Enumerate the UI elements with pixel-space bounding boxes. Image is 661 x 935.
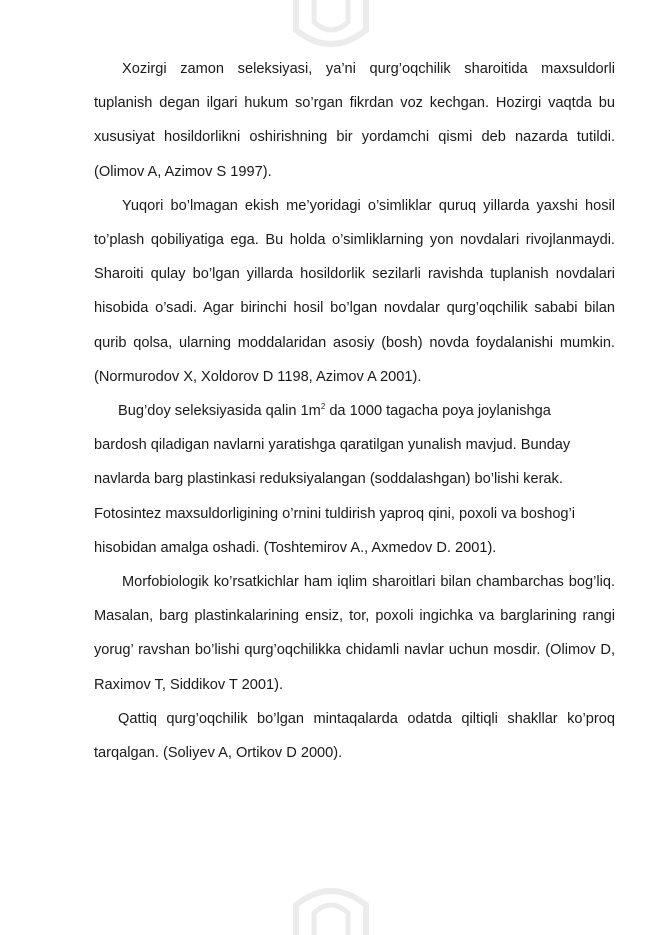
- paragraph-1: Xozirgi zamon seleksiyasi, ya’ni qurg’oqchilik sharoitida maxsuldorli tuplanish degan ilgari hukum so’rgan fikrdan voz kechgan. Hozirgi vaqtda bu xususiyat hosildorlikni oshirishning bir yordamchi qismi deb nazarda tutildi. (Olimov A, Azimov S 1997).: [94, 61, 615, 180]
- watermark-logo-icon: [276, 0, 386, 58]
- watermark-logo-icon: [276, 875, 386, 935]
- paragraph-2: Yuqori bo’lmagan ekish me’yoridagi o’simliklar quruq yillarda yaxshi hosil to’plash qobiliyatiga ega. Bu holda o’simliklarning yon novdalari rivojlanmaydi. Sharoiti qulay bo’lgan yillarda hosildorlik sezilarli ravishda tuplanish novdalari hisobida o’sadi. Agar birinchi hosil bo’lgan novdalar qurg’oqchilik sababi bilan qurib qolsa, ularning moddalaridan asosiy (bosh) novda foydalanishi mumkin. (Normurodov X, Xoldorov D 1198, Azimov A 2001).: [94, 197, 615, 385]
- superscript-2: 2: [320, 402, 326, 412]
- paragraph-4: Morfobiologik ko’rsatkichlar ham iqlim sharoitlari bilan chambarchas bog’liq. Masalan, barg plastinkalarining ensiz, tor, poxoli ingichka va barglarining rangi yorug’ ravshan bo’lishi qurg’oqchilikka chidamli navlar uchun mosdir. (Olimov D, Raximov T, Siddikov T 2001).: [94, 574, 615, 693]
- paragraph-3: [94, 394, 615, 565]
- watermark-top: [0, 0, 661, 58]
- paragraph-3-text-b: da 1000 tagacha poya joylanishga bardosh qiladigan navlarni yaratishga qaratilgan yunalish mavjud. Bunday navlarda barg plastinkasi reduksiyalangan (soddalashgan) bo’lishi kerak. Fotosintez maxsuldorligining o’rnini tuldirish yaproq qini, poxoli va boshog’i hisobidan amalga oshadi. (Toshtemirov A., Axmedov D. 2001).: [94, 403, 576, 556]
- paragraph-5: Qattiq qurg’oqchilik bo’lgan mintaqalarda odatda qiltiqli shakllar ko’proq tarqalgan. (Soliyev A, Ortikov D 2000).: [94, 710, 615, 762]
- watermark-bottom: [0, 875, 661, 935]
- paragraph-3-text-a: Bug’doy seleksiyasida qalin 1m: [118, 403, 321, 420]
- document-page: [94, 52, 615, 770]
